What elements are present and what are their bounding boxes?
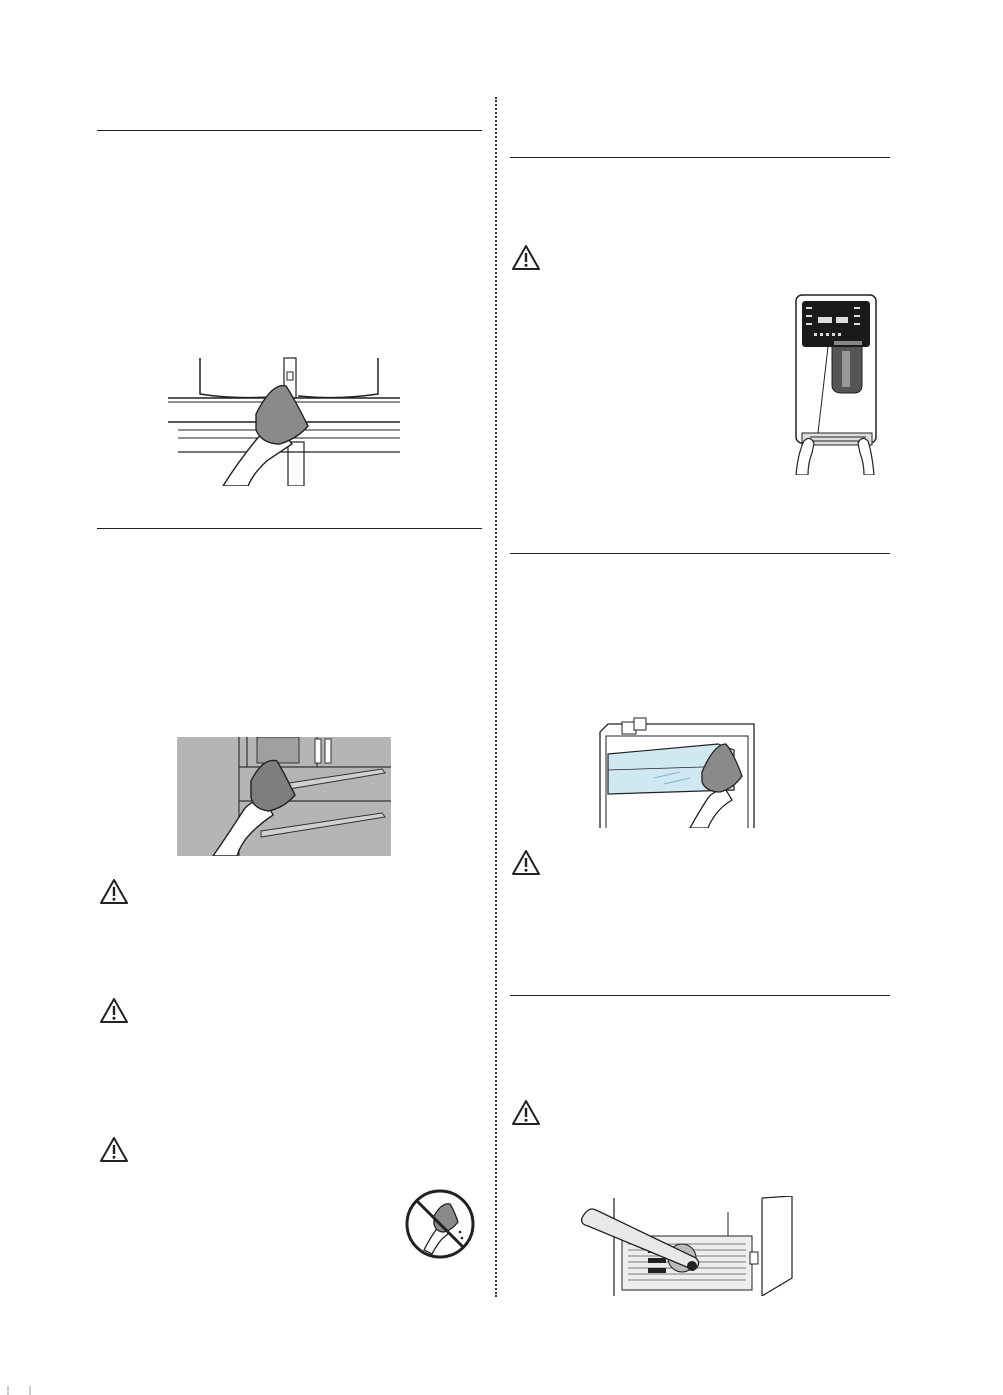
warning-icon <box>99 878 129 905</box>
figure-dispenser-panel <box>788 293 882 475</box>
warning-icon <box>99 1136 129 1163</box>
page-crop-marks <box>0 1386 1003 1395</box>
section-rule-bottom-right <box>510 995 890 996</box>
figure-rear-vacuum-cleaning <box>578 1196 794 1296</box>
section-rule-top-left <box>97 130 482 131</box>
section-rule-mid-left <box>97 528 482 529</box>
figure-interior-bin-cleaning <box>594 714 760 828</box>
no-wet-cloth-icon <box>404 1188 476 1260</box>
section-rule-top-right <box>510 157 890 158</box>
warning-icon <box>511 1099 541 1126</box>
column-divider <box>495 97 497 1297</box>
figure-door-edge-cleaning <box>168 352 400 486</box>
warning-icon <box>511 244 541 271</box>
warning-icon <box>511 849 541 876</box>
figure-exterior-cleaning <box>177 737 391 856</box>
warning-icon <box>99 997 129 1024</box>
section-rule-mid-right <box>510 553 890 554</box>
